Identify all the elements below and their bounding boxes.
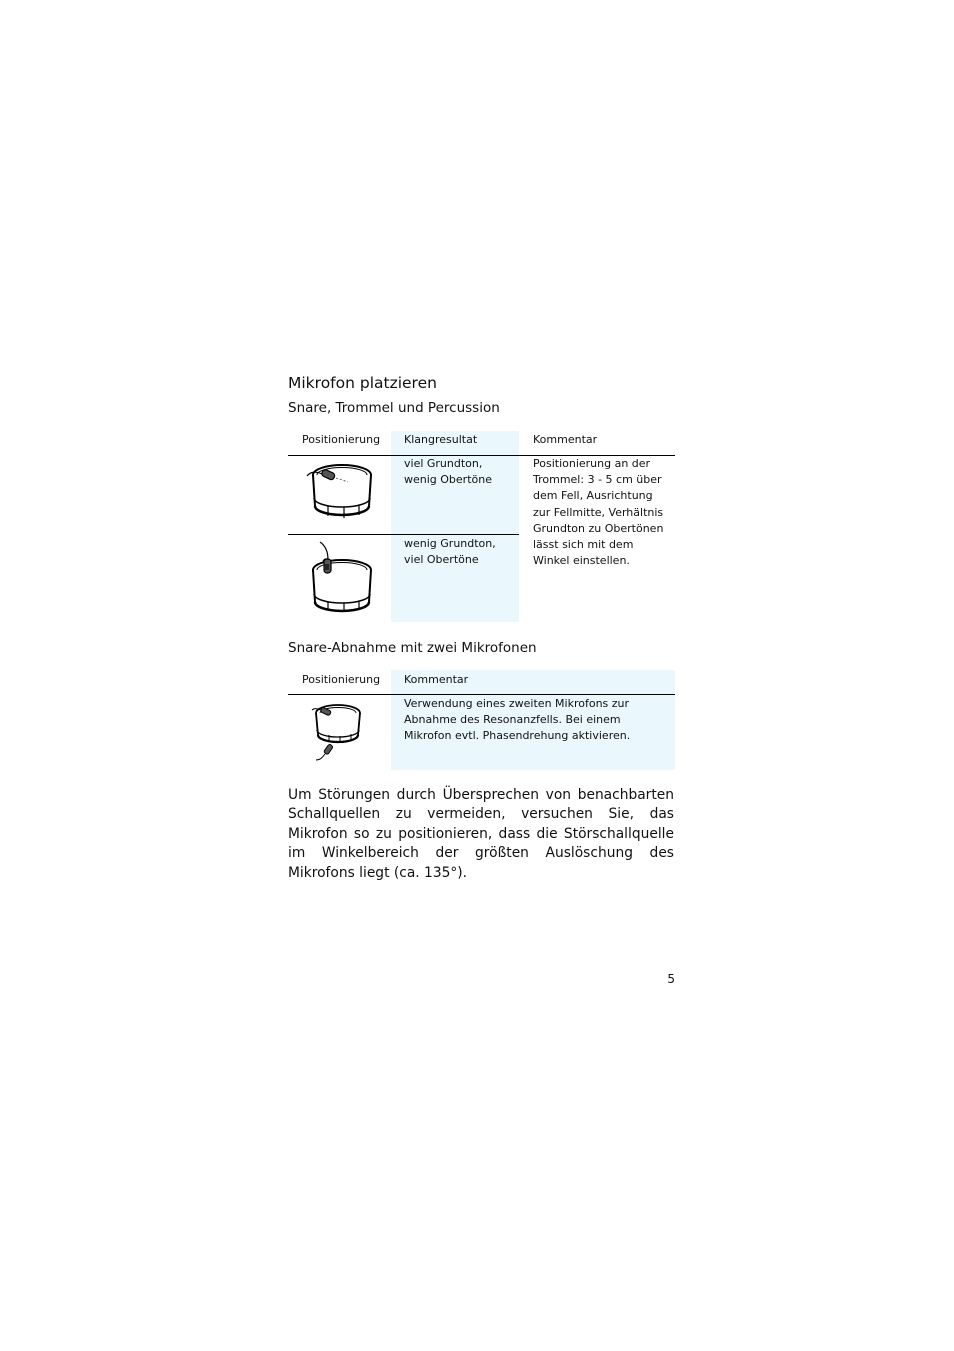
body-paragraph: Um Störungen durch Übersprechen von benachbarten Schallquellen zu vermeiden, versuchen Sie, das Mikrofon so zu positionieren, dass die Störschallquelle im Winkelbereich der größten Auslöschung des Mikrofons liegt (ca. 135°). <box>288 787 674 881</box>
table2-header-rule <box>288 694 675 695</box>
table2-header-positionierung: Positionierung <box>302 673 381 686</box>
table1-header-kommentar: Kommentar <box>533 433 598 446</box>
table2-comment: Verwendung eines zweiten Mikrofons zur Abnahme des Resonanzfells. Bei einem Mikrofon evtl. Phasendrehung aktivieren. <box>404 697 631 743</box>
table1-row1-klang: viel Grundton, wenig Obertöne <box>404 457 492 487</box>
table1-header-klangresultat: Klangresultat <box>404 433 478 446</box>
table2-subtitle: Snare-Abnahme mit zwei Mikrofonen <box>288 640 537 656</box>
snare-drum-mic-rim-icon <box>300 462 380 524</box>
table2-header-kommentar: Kommentar <box>404 673 469 686</box>
table1-row-rule <box>288 534 519 535</box>
page-number: 5 <box>667 972 675 986</box>
snare-drum-two-mics-icon <box>306 700 366 762</box>
section-title: Mikrofon platzieren <box>288 374 437 392</box>
table1-subtitle: Snare, Trommel und Percussion <box>288 400 500 416</box>
table1-row2-klang: wenig Grundton, viel Obertöne <box>404 537 496 567</box>
table1-comment: Positionierung an der Trommel: 3 - 5 cm über dem Fell, Ausrichtung zur Fellmitte, Verhältnis Grundton zu Obertönen lässt sich mit dem Winkel einstellen. <box>533 457 664 568</box>
table1-header-positionierung: Positionierung <box>302 433 381 446</box>
snare-drum-mic-top-icon <box>306 540 378 616</box>
